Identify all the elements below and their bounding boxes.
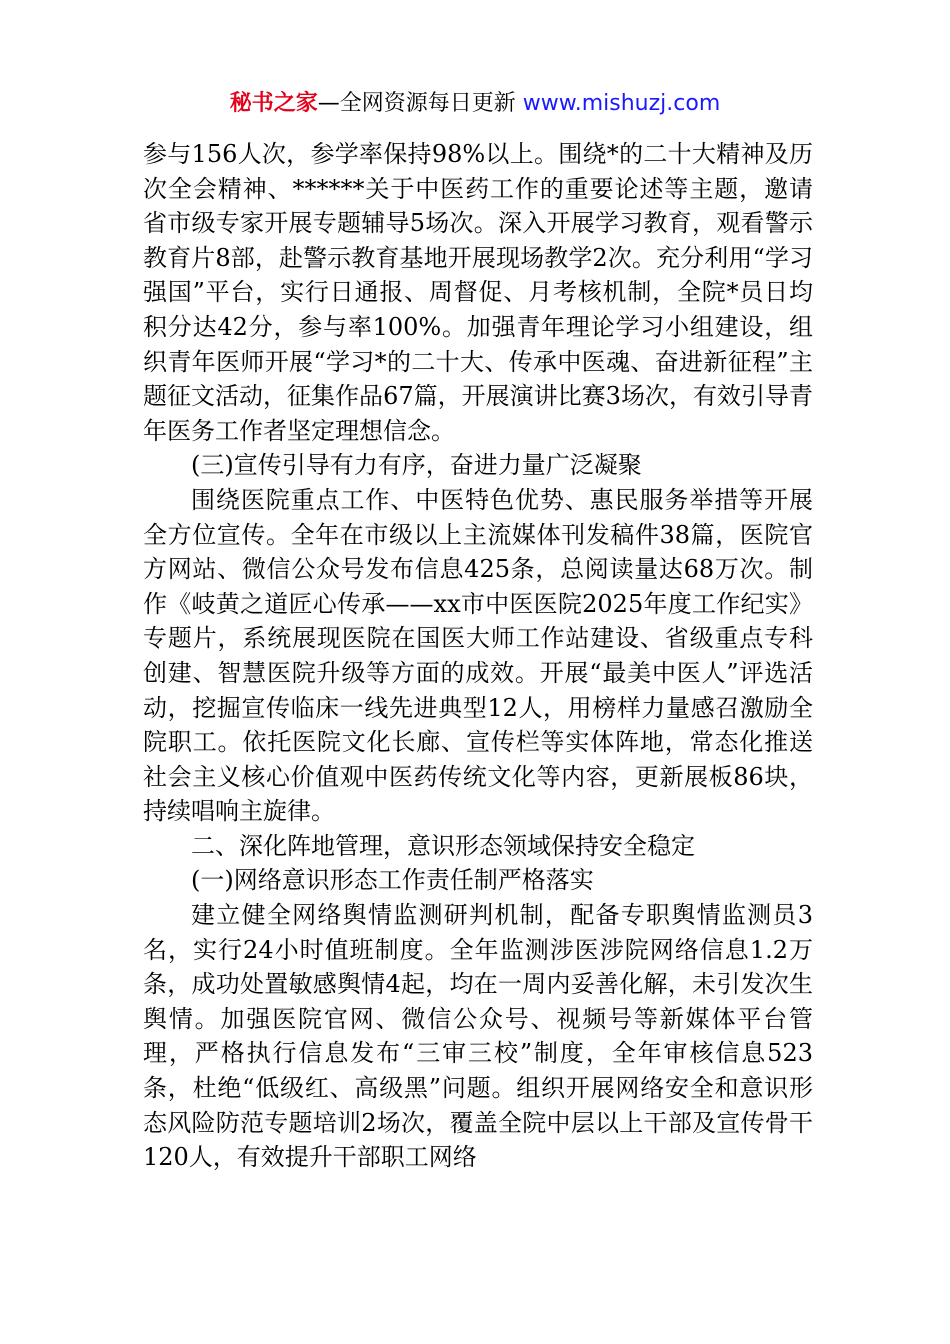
paragraph-publicity: 围绕医院重点工作、中医特色优势、惠民服务举措等开展全方位宣传。全年在市级以上主流媒体刊发稿件38篇，医院官方网站、微信公众号发布信息425条，总阅读量达68万次。制作《岐黄之道匠心传承——xx市中医医院2025年度工作纪实》专题片，系统展现医院在国医大师工作站建设、省级重点专科创建、智慧医院升级等方面的成效。开展“最美中医人”评选活动，挖掘宣传临床一线先进典型12人，用榜样力量感召激励全院职工。依托医院文化长廊、宣传栏等实体阵地，常态化推送社会主义核心价值观中医药传统文化等内容，更新展板86块，持续唱响主旋律。 xyxy=(143,485,813,826)
document-body xyxy=(143,137,813,1175)
site-url-link[interactable]: www.mishuzj.com xyxy=(522,91,721,116)
paragraph-network: 建立健全网络舆情监测研判机制，配备专职舆情监测员3名，实行24小时值班制度。全年监测涉医涉院网络信息1.2万条，成功处置敏感舆情4起，均在一周内妥善化解，未引发次生舆情。加强医院官网、微信公众号、视频号等新媒体平台管理，严格执行信息发布“三审三校”制度，全年审核信息523条，杜绝“低级红、高级黑”问题。组织开展网络安全和意识形态风险防范专题培训2场次，覆盖全院中层以上干部及宣传骨干120人，有效提升干部职工网络 xyxy=(143,901,813,1172)
section-heading-1: (一)网络意识形态工作责任制严格落实 xyxy=(191,866,594,895)
site-header xyxy=(0,88,950,120)
header-tagline: —全网资源每日更新 xyxy=(317,91,523,116)
paragraph-continued: 参与156人次，参学率保持98%以上。围绕*的二十大精神及历次全会精神、******关于中医药工作的重要论述等主题，邀请省市级专家开展专题辅导5场次。深入开展学习教育，观看警示教育片8部，赴警示教育基地开展现场教学2次。充分利用“学习强国”平台，实行日通报、周督促、月考核机制，全院*员日均积分达42分，参与率100%。加强青年理论学习小组建设，组织青年医师开展“学习*的二十大、传承中医魂、奋进新征程”主题征文活动，征集作品67篇，开展演讲比赛3场次，有效引导青年医务工作者坚定理想信念。 xyxy=(143,140,813,445)
chapter-heading-2: 二、深化阵地管理，意识形态领域保持安全稳定 xyxy=(191,831,695,860)
brand-name: 秘书之家 xyxy=(229,91,318,116)
section-heading-3: (三)宣传引导有力有序，奋进力量广泛凝聚 xyxy=(191,451,642,480)
